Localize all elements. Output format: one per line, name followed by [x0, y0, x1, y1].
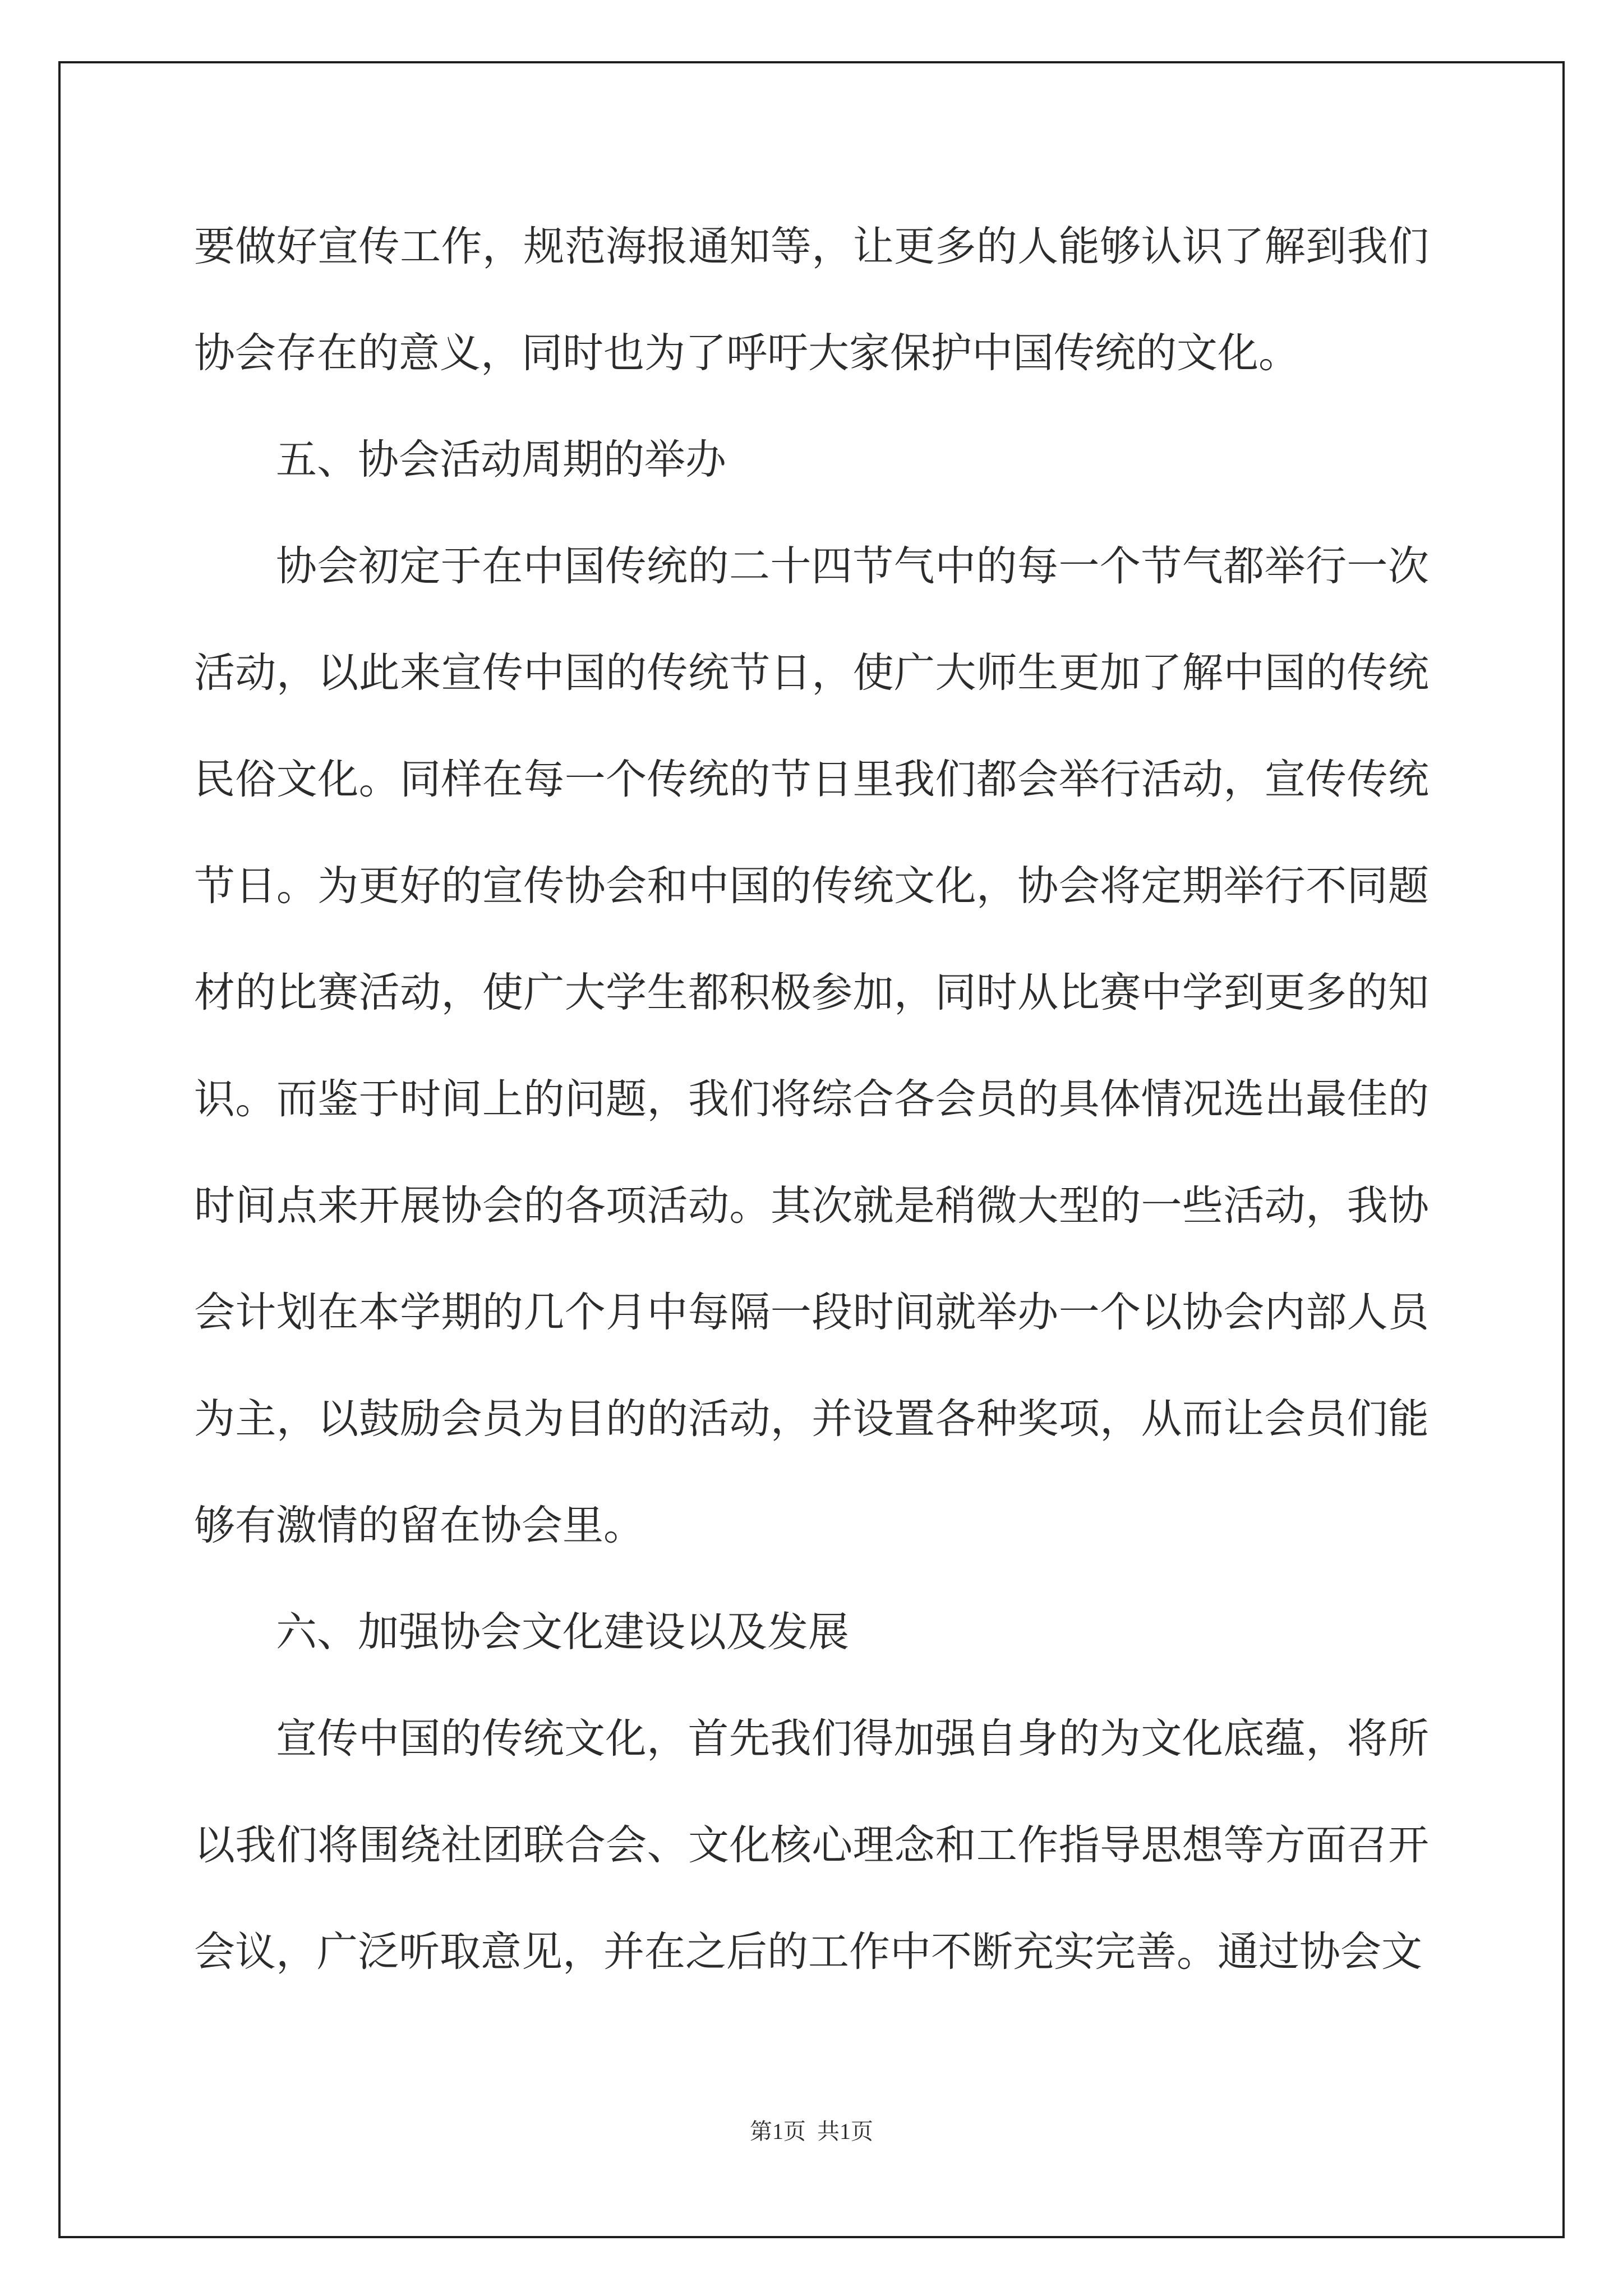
page-number-indicator: 第1页 共1页: [750, 2119, 873, 2144]
body-paragraph-six: 宣传中国的传统文化，首先我们得加强自身的为文化底蕴，将所以我们将围绕社团联合会、文化核心理念和工作指导思想等方面召开会议，广泛听取意见，并在之后的工作中不断充实完善。通过协会文: [194, 1716, 1429, 1975]
section-heading-six: 六、加强协会文化建设以及发展: [276, 1609, 849, 1655]
body-paragraph-five: 协会初定于在中国传统的二十四节气中的每一个节气都举行一次活动，以此来宣传中国的传统节日，使广大师生更加了解中国的传统民俗文化。同样在每一个传统的节日里我们都会举行活动，宣传传统节日。为更好的宣传协会和中国的传统文化，协会将定期举行不同题材的比赛活动，使广大学生都积极参加，同时从比赛中学到更多的知识。而鉴于时间上的问题，我们将综合各会员的具体情况选出最佳的时间点来开展协会的各项活动。其次就是稍微大型的一些活动，我协会计划在本学期的几个月中每隔一段时间就举办一个以协会内部人员为主，以鼓励会员为目的的活动，并设置各种奖项，从而让会员们能够有激情的留在协会里。: [194, 544, 1429, 1548]
page-footer: [194, 2115, 1429, 2148]
document-body: [194, 194, 1429, 2005]
section-heading-five: 五、协会活动周期的举办: [276, 437, 726, 482]
continuation-paragraph: 要做好宣传工作，规范海报通知等，让更多的人能够认识了解到我们协会存在的意义，同时也为了呼吁大家保护中国传统的文化。: [194, 224, 1429, 376]
